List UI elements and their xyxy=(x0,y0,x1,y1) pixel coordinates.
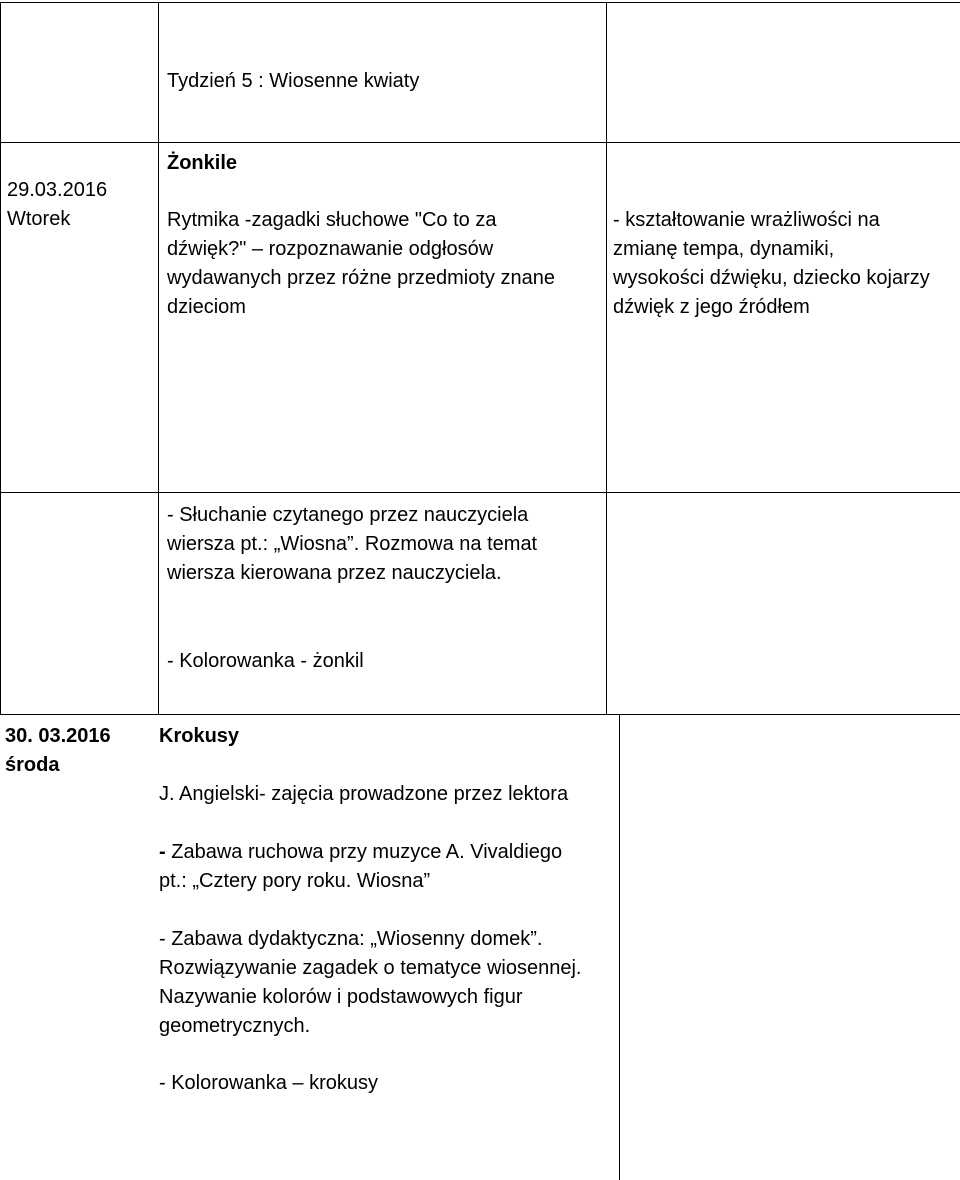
day2-activity3-line: Rozwiązywanie zagadek o tematyce wiosennej. xyxy=(159,957,582,979)
row-divider-title xyxy=(0,142,960,143)
day1-activity1-line: dźwięk?" – rozpoznawanie odgłosów xyxy=(167,238,494,260)
day2-topic: Krokusy xyxy=(159,725,240,747)
day2-activity2-line xyxy=(159,838,562,867)
column-divider-goals-day2 xyxy=(619,714,620,1180)
day2-activity1: J. Angielski- zajęcia prowadzone przez lektora xyxy=(159,783,569,805)
column-divider-date xyxy=(158,2,159,714)
day1-goals-line: wysokości dźwięku, dziecko kojarzy xyxy=(613,267,930,289)
day1-goals-line: dźwięk z jego źródłem xyxy=(613,296,810,318)
day1-activity1 xyxy=(167,206,555,322)
day2-activity3 xyxy=(159,925,581,1041)
column-divider-goals xyxy=(606,2,607,714)
day2-activity2 xyxy=(159,838,562,896)
day2-activity2-line: pt.: „Cztery pory roku. Wiosna” xyxy=(159,870,431,892)
day1-activity2-line: wiersza kierowana przez nauczyciela. xyxy=(167,562,502,584)
day1-activity2-line: wiersza pt.: „Wiosna”. Rozmowa na temat xyxy=(167,533,538,555)
day2-activity3-line: geometrycznych. xyxy=(159,1015,311,1037)
day1-goals xyxy=(613,206,930,322)
table-border-left xyxy=(0,2,1,714)
day1-weekday: Wtorek xyxy=(7,208,71,230)
day1-activity2-line: - Słuchanie czytanego przez nauczyciela xyxy=(167,504,529,526)
day1-activity1-line: Rytmika -zagadki słuchowe "Co to za xyxy=(167,209,497,231)
day1-goals-line: zmianę tempa, dynamiki, xyxy=(613,238,835,260)
day1-topic: Żonkile xyxy=(167,152,238,174)
day2-activity3-line: Nazywanie kolorów i podstawowych figur xyxy=(159,986,523,1008)
day2-weekday: środa xyxy=(5,754,60,776)
day2-activity3-line: - Zabawa dydaktyczna: „Wiosenny domek”. xyxy=(159,928,543,950)
week-title: Tydzień 5 : Wiosenne kwiaty xyxy=(167,70,420,92)
day2-activity2-dash: - xyxy=(159,841,166,863)
day1-activity2 xyxy=(167,501,537,588)
day1-activity1-line: dzieciom xyxy=(167,296,246,318)
day1-activity3: - Kolorowanka - żonkil xyxy=(167,650,364,672)
table-border-top xyxy=(0,2,960,3)
day1-goals-line: - kształtowanie wrażliwości na xyxy=(613,209,880,231)
row-divider-day2 xyxy=(0,714,960,715)
day2-activity2-text: Zabawa ruchowa przy muzyce A. Vivaldiego xyxy=(165,841,563,863)
day1-activity1-line: wydawanych przez różne przedmioty znane xyxy=(167,267,555,289)
day2-activity4: - Kolorowanka – krokusy xyxy=(159,1072,378,1094)
row-divider-day1-split xyxy=(0,492,960,493)
day1-date: 29.03.2016 xyxy=(7,179,108,201)
day2-date: 30. 03.2016 xyxy=(5,725,111,747)
